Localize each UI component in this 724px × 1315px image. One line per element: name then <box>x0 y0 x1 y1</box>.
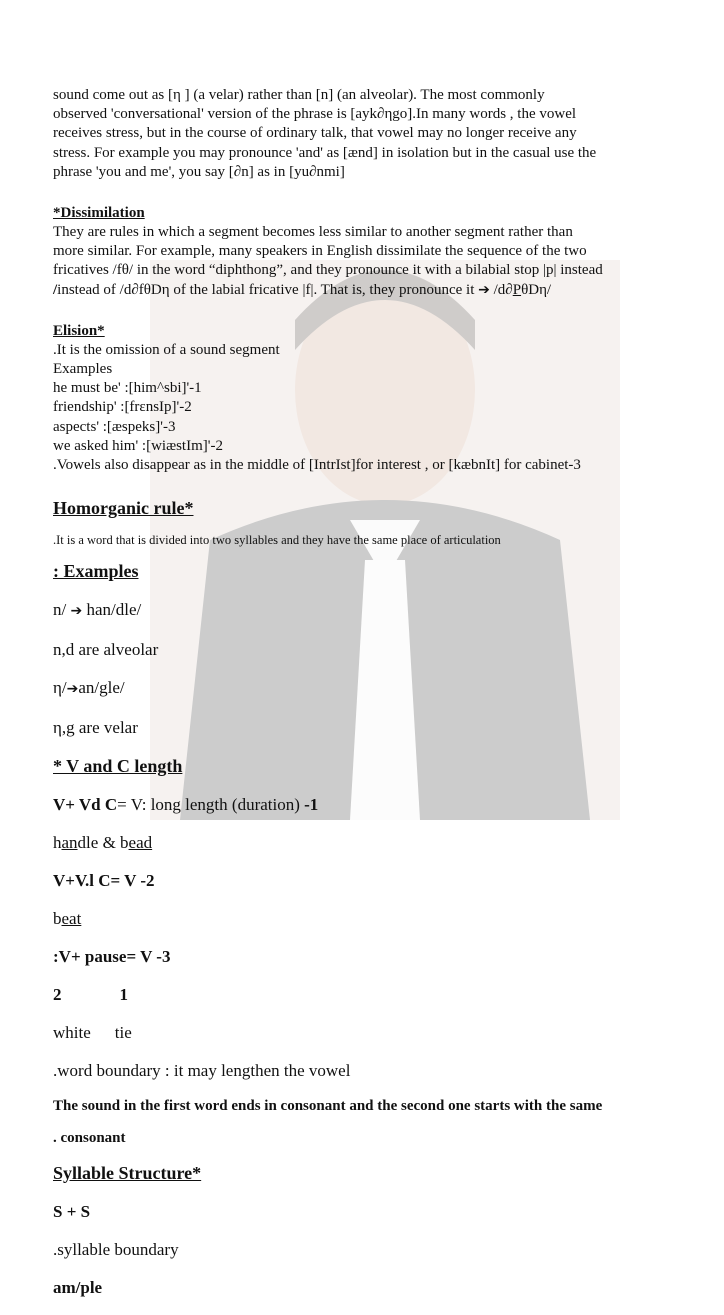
intro-line: observed 'conversational' version of the phrase is [ayk∂ηgo].In many words , the vowel <box>53 106 577 123</box>
dissimilation-heading: *Dissimilation <box>53 205 145 222</box>
syllable-example: am/ple <box>53 1278 103 1298</box>
arrow-icon: ➔ <box>66 681 79 698</box>
elision-example: he must be' :[him^sbi]'-1 <box>53 380 202 397</box>
vc-words: white tie <box>53 1023 132 1043</box>
vc-example: beat <box>53 909 82 929</box>
elision-example: aspects' :[æspeks]'-3 <box>53 418 176 435</box>
word-boundary-note: .word boundary : it may lengthen the vowel <box>53 1061 351 1081</box>
examples-heading: : Examples <box>53 561 139 582</box>
homorganic-heading: Homorganic rule* <box>53 498 194 519</box>
arrow-icon: ➔ <box>70 603 83 620</box>
dissimilation-line: /instead of /d∂fθDη of the labial fricative |f|. That is, they pronounce it ➔ /d∂PθDη/ <box>53 281 552 298</box>
arrow-icon: ➔ <box>478 281 490 298</box>
vc-rule: :V+ pause= V -3 <box>53 947 171 967</box>
elision-heading: Elision* <box>53 322 105 339</box>
homorganic-example: η/➔an/gle/ <box>53 678 125 698</box>
elision-definition: .It is the omission of a sound segment <box>53 341 280 358</box>
homorganic-example: η,g are velar <box>53 718 138 738</box>
intro-line: phrase 'you and me', you say [∂n] as in [yu∂nmi] <box>53 163 345 180</box>
dissimilation-line: fricatives /fθ/ in the word “diphthong”, and they pronounce it with a bilabial stop |p| instead <box>53 262 603 279</box>
intro-line: sound come out as [η ] (a velar) rather than [n] (an alveolar). The most commonly <box>53 87 545 103</box>
intro-line: receives stress, but in the course of ordinary talk, that vowel may no longer receive any <box>53 125 577 142</box>
syllable-structure-heading: Syllable Structure* <box>53 1163 202 1184</box>
slash-mark: / <box>53 281 58 298</box>
consonant-note: The sound in the first word ends in consonant and the second one starts with the same <box>53 1098 603 1115</box>
vc-example: handle & bead <box>53 833 153 853</box>
elision-example: we asked him' :[wiæstIm]'-2 <box>53 437 223 454</box>
syllable-boundary: .syllable boundary <box>53 1240 179 1260</box>
document-page <box>53 86 693 1315</box>
vc-rule: V+V.l C= V -2 <box>53 871 155 891</box>
dissimilation-line: They are rules in which a segment becomes less similar to another segment rather than <box>53 224 573 241</box>
dissimilation-line: more similar. For example, many speakers in English dissimilate the sequence of the two <box>53 243 587 260</box>
homorganic-definition: .It is a word that is divided into two syllables and they have the same place of articulation <box>53 532 501 547</box>
elision-examples-label: Examples <box>53 361 113 378</box>
homorganic-example: n,d are alveolar <box>53 640 159 660</box>
vc-rule: V+ Vd C= V: long length (duration) -1 <box>53 795 319 815</box>
syllable-formula: S + S <box>53 1202 91 1222</box>
intro-line: stress. For example you may pronounce 'and' as [ænd] in isolation but in the casual use the <box>53 144 597 161</box>
vc-numbers: 2 1 <box>53 985 128 1005</box>
homorganic-example: n/ ➔ han/dle/ <box>53 600 142 620</box>
elision-example: friendship' :[frεnsIp]'-2 <box>53 399 192 416</box>
vc-length-heading: * V and C length <box>53 756 183 777</box>
elision-vowels-note: .Vowels also disappear as in the middle of [IntrIst]for interest , or [kæbnIt] for cabinet-3 <box>53 457 581 474</box>
consonant-note: . consonant <box>53 1130 126 1147</box>
